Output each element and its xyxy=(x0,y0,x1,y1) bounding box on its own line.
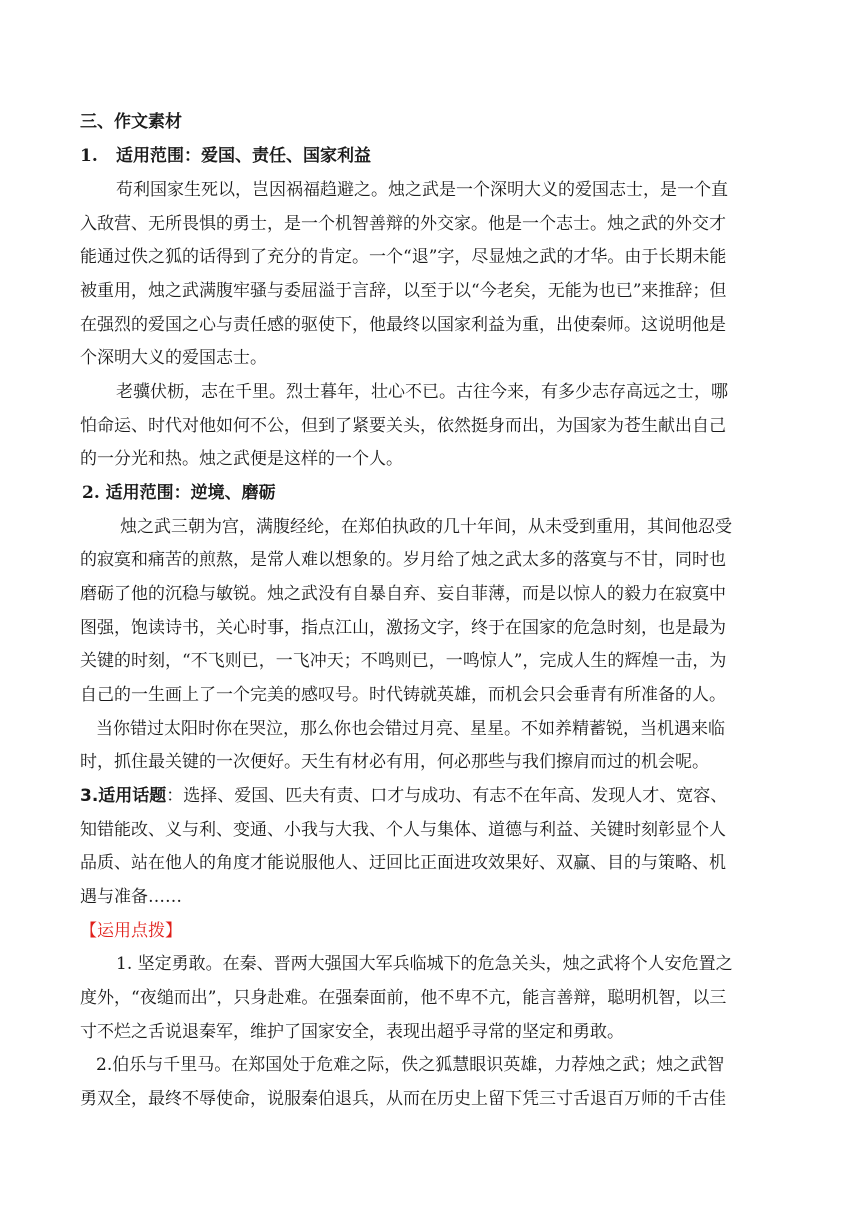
tip1-line: 度外，“夜缒而出”，只身赴难。在强秦面前，他不卑不亢，能言善辩，聪明机智，以三 xyxy=(80,988,727,1008)
tips-heading: 【运用点拨】 xyxy=(80,921,182,941)
item3-topics-start: ：选择、爱国、匹夫有责、口才与成功、有志不在年高、发现人才、宽容、 xyxy=(166,786,728,806)
item1-p1-line: 能通过佚之狐的话得到了充分的肯定。一个“退”字，尽显烛之武的才华。由于长期未能 xyxy=(80,247,727,267)
item2-p1-line: 图强，饱读诗书，关心时事，指点江山，激扬文字，终于在国家的危急时刻，也是最为 xyxy=(80,618,726,638)
item2-p2-line: 时，抓住最关键的一次便好。天生有材必有用，何必那些与我们擦肩而过的机会呢。 xyxy=(80,752,709,772)
item2-title: 2. 适用范围：逆境、磨砺 xyxy=(82,483,276,503)
tip2-line: 2.伯乐与千里马。在郑国处于危难之际，佚之狐慧眼识英雄，力荐烛之武；烛之武智 xyxy=(96,1055,725,1075)
item2-p1-line: 的寂寞和痛苦的煎熬，是常人难以想象的。岁月给了烛之武太多的落寞与不甘，同时也 xyxy=(80,550,726,570)
item3-line: 遇与准备…… xyxy=(80,887,182,907)
item1-p2-line: 的一分光和热。烛之武便是这样的一个人。 xyxy=(80,449,403,469)
tip1-line: 1. 坚定勇敢。在秦、晋两大强国大军兵临城下的危急关头，烛之武将个人安危置之 xyxy=(116,954,733,974)
section-heading: 三、作文素材 xyxy=(80,112,182,132)
item1-p1-line: 苟利国家生死以，岂因祸福趋避之。烛之武是一个深明大义的爱国志士，是一个直 xyxy=(116,180,728,200)
item3-first-line xyxy=(80,785,727,807)
item3-line: 品质、站在他人的角度才能说服他人、迂回比正面进攻效果好、双赢、目的与策略、机 xyxy=(80,853,726,873)
item3-line: 知错能改、义与利、变通、小我与大我、个人与集体、道德与利益、关键时刻彰显个人 xyxy=(80,820,726,840)
item2-p1-line: 关键的时刻，“不飞则已，一飞冲天；不鸣则已，一鸣惊人”，完成人生的辉煌一击，为 xyxy=(80,651,727,671)
item1-p1-line: 在强烈的爱国之心与责任感的驱使下，他最终以国家利益为重，出使秦师。这说明他是 xyxy=(80,315,726,335)
item1-p1-line: 被重用，烛之武满腹牢骚与委屈溢于言辞，以至于以“今老矣，无能为也已”来推辞；但 xyxy=(80,281,727,301)
item2-p2-line: 当你错过太阳时你在哭泣，那么你也会错过月亮、星星。不如养精蓄锐，当机遇来临 xyxy=(96,719,725,739)
item2-p1-line: 自己的一生画上了一个完美的感叹号。时代铸就英雄，而机会只会垂青有所准备的人。 xyxy=(80,685,726,705)
item1-p1-line: 入敌营、无所畏惧的勇士，是一个机智善辩的外交家。他是一个志士。烛之武的外交才 xyxy=(80,214,726,234)
item1-p1-line: 个深明大义的爱国志士。 xyxy=(80,348,267,368)
item1-number: 1. xyxy=(80,146,98,166)
item2-p1-line: 烛之武三朝为宫，满腹经纶，在郑伯执政的几十年间，从未受到重用，其间他忍受 xyxy=(120,517,732,537)
item1-title: 适用范围：爱国、责任、国家利益 xyxy=(116,146,371,166)
item1-p2-line: 怕命运、时代对他如何不公，但到了紧要关头，依然挺身而出，为国家为苍生献出自己 xyxy=(80,416,726,436)
item2-p1-line: 磨砺了他的沉稳与敏锐。烛之武没有自暴自弃、妄自菲薄，而是以惊人的毅力在寂寞中 xyxy=(80,584,726,604)
item1-p2-line: 老骥伏枥，志在千里。烈士暮年，壮心不已。古往今来，有多少志存高远之士，哪 xyxy=(116,382,728,402)
tip1-line: 寸不烂之舌说退秦军，维护了国家安全，表现出超乎寻常的坚定和勇敢。 xyxy=(80,1022,624,1042)
item3-label: 3.适用话题 xyxy=(80,786,167,806)
tip2-line: 勇双全，最终不辱使命，说服秦伯退兵，从而在历史上留下凭三寸舌退百万师的千古佳 xyxy=(80,1089,726,1109)
